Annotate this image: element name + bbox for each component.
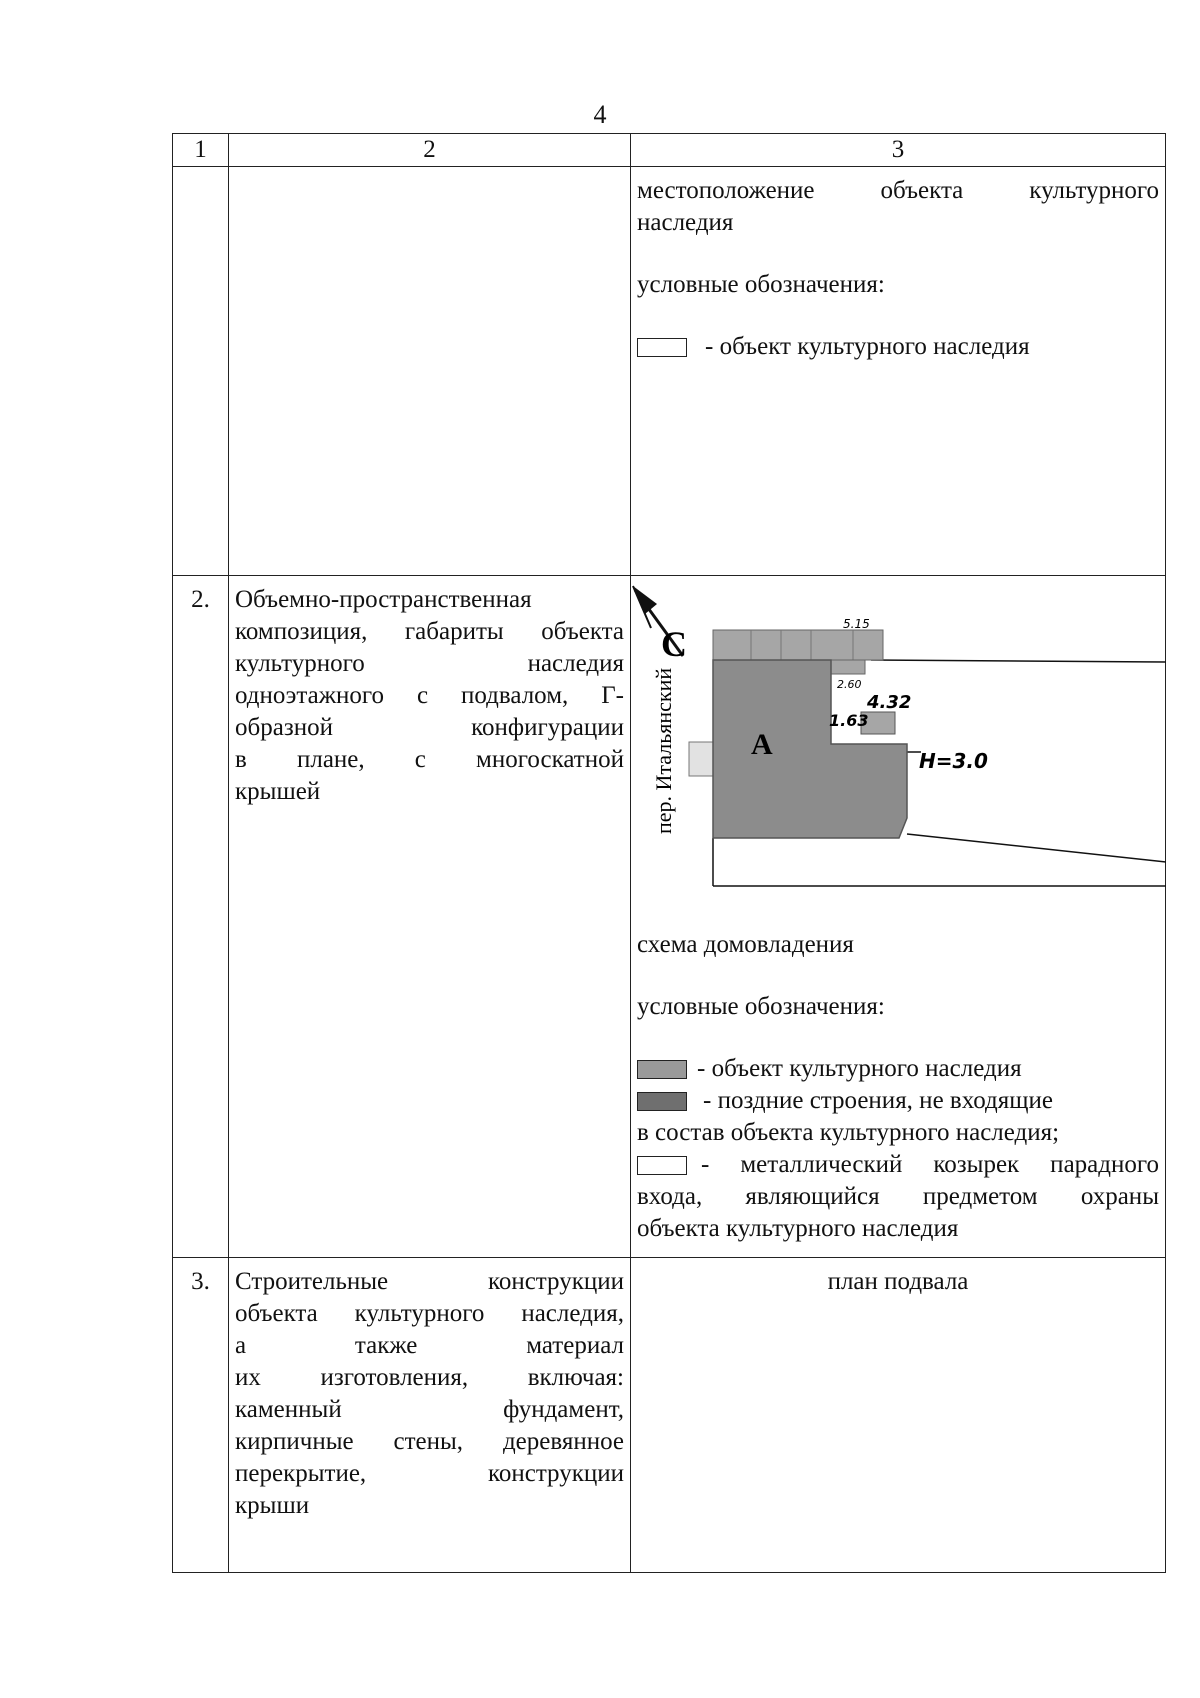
desc-line: одноэтажного с подвалом, Г- <box>235 682 624 709</box>
late-structure-strip <box>713 630 883 660</box>
legend-item-late-structures <box>637 1085 1159 1117</box>
entrance-canopy <box>689 742 713 776</box>
row3-content <box>631 1258 1166 1573</box>
row1-num <box>173 167 229 576</box>
legend-item-label: - металлический козырек парадного <box>701 1151 1159 1178</box>
table-header-row <box>173 134 1166 167</box>
header-col-2: 2 <box>229 134 631 167</box>
legend-title: условные обозначения: <box>637 271 885 298</box>
legend-item-label: - объект культурного наследия <box>697 1055 1022 1082</box>
desc-line: Строительные конструкции <box>235 1268 624 1295</box>
row3-desc <box>229 1258 631 1573</box>
legend-swatch-dark <box>637 1092 687 1111</box>
street-label: пер. Итальянский <box>651 667 676 834</box>
legend-item-label: - объект культурного наследия <box>705 333 1030 360</box>
heritage-building-a <box>713 660 907 838</box>
desc-line: Объемно-пространственная <box>235 586 532 613</box>
header-col-3: 3 <box>631 134 1166 167</box>
desc-line: каменный фундамент, <box>235 1396 624 1423</box>
legend-swatch-gray <box>637 1060 687 1079</box>
site-scheme <box>631 584 1166 929</box>
legend-item-heritage <box>637 1053 1159 1085</box>
dim-515: 5.15 <box>843 617 870 631</box>
legend-item-label: - поздние строения, не входящие <box>703 1087 1053 1114</box>
row3-num: 3. <box>173 1258 229 1573</box>
location-text-line1: местоположение объекта культурного <box>637 177 1159 204</box>
legend-item-label-cont: объекта культурного наследия <box>637 1215 959 1242</box>
dim-163: 1.63 <box>829 711 869 730</box>
row1-content <box>631 167 1166 576</box>
desc-line: а также материал <box>235 1332 624 1359</box>
building-label: А <box>751 728 773 761</box>
legend-item-label-cont: в состав объекта культурного наследия; <box>637 1119 1060 1146</box>
row2-desc <box>229 576 631 1258</box>
heritage-table <box>172 133 1166 1573</box>
table-row <box>173 1258 1166 1573</box>
row2-num: 2. <box>173 576 229 1258</box>
plot-boundary-top <box>871 660 1166 662</box>
table-row <box>173 576 1166 1258</box>
desc-line: перекрытие, конструкции <box>235 1460 624 1487</box>
desc-line: композиция, габариты объекта <box>235 618 624 645</box>
dim-260: 2.60 <box>837 678 862 691</box>
plan-title: план подвала <box>827 1268 969 1295</box>
desc-line: в плане, с многоскатной <box>235 746 624 773</box>
desc-line: крышей <box>235 778 321 805</box>
table-row <box>173 167 1166 576</box>
desc-line: объекта культурного наследия, <box>235 1300 624 1327</box>
legend-swatch-outline <box>637 1156 687 1175</box>
row1-desc <box>229 167 631 576</box>
desc-line: их изготовления, включая: <box>235 1364 624 1391</box>
desc-line: культурного наследия <box>235 650 624 677</box>
scheme-caption: схема домовладения <box>637 931 854 958</box>
desc-line: кирпичные стены, деревянное <box>235 1428 624 1455</box>
page-number: 4 <box>593 100 607 129</box>
dim-h: Н=3.0 <box>919 749 988 773</box>
legend-item-label-cont: входа, являющийся предметом охраны <box>637 1183 1159 1210</box>
row2-content <box>631 576 1166 1258</box>
legend-item-heritage <box>637 331 1159 363</box>
dim-432: 4.32 <box>867 692 912 713</box>
desc-line: крыши <box>235 1492 310 1519</box>
legend-title: условные обозначения: <box>637 993 885 1020</box>
location-text-line2: наследия <box>637 209 734 236</box>
desc-line: образной конфигурации <box>235 714 624 741</box>
header-col-1: 1 <box>173 134 229 167</box>
compass-label: С <box>661 624 687 664</box>
legend-swatch-outline <box>637 338 687 357</box>
legend-item-canopy <box>637 1149 1159 1181</box>
plot-boundary-right-diag <box>907 834 1166 862</box>
late-structure-step <box>831 660 865 674</box>
